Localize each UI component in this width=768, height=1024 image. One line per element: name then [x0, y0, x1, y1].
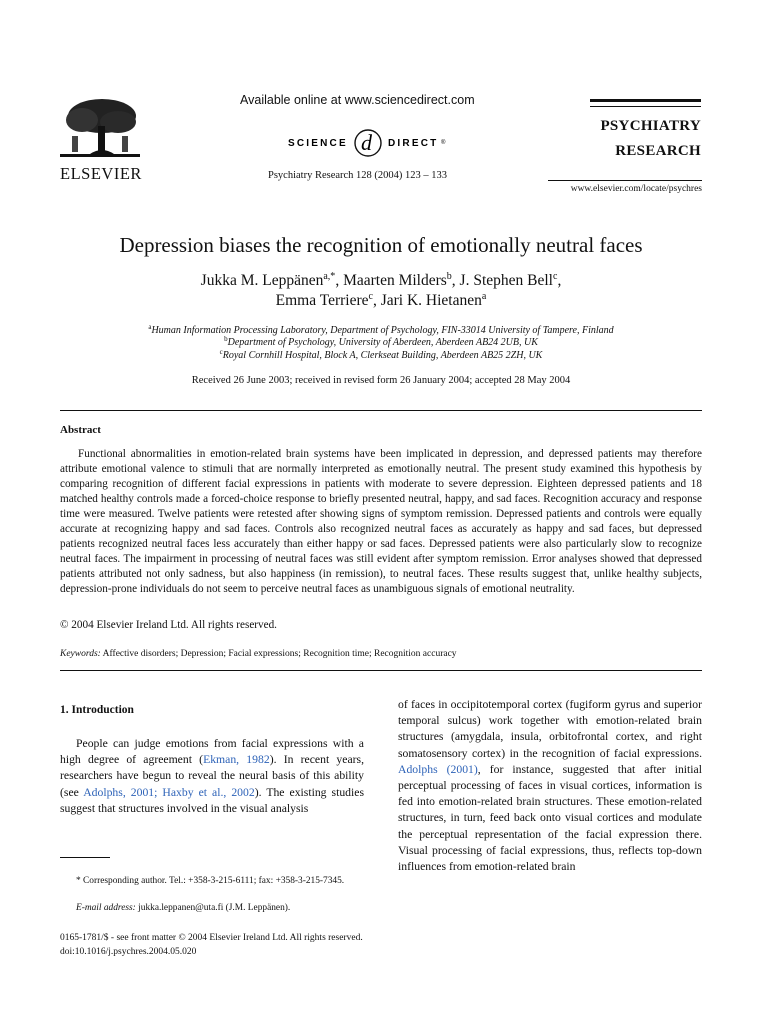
author-name[interactable]: J. Stephen Bell — [459, 272, 553, 289]
journal-name-line1: PSYCHIATRY — [600, 118, 701, 134]
body-text: ). The existing studies suggest that structures involved in the visual analysis — [60, 785, 365, 815]
body-text: ). In recent years, researchers have begun to reveal the neural basis of this ability (see — [60, 753, 364, 799]
author-name[interactable]: Jari K. Hietanen — [380, 292, 482, 309]
authors-line-1 — [60, 272, 702, 290]
citation-link[interactable]: Adolphs, 2001; Haxby et al., 2002 — [83, 785, 255, 799]
journal-citation: Psychiatry Research 128 (2004) 123 – 133 — [268, 170, 448, 181]
elsevier-tree-logo — [60, 96, 140, 158]
journal-rule-thin — [590, 106, 701, 107]
affiliation — [60, 350, 702, 361]
affiliation-superscript: c — [219, 348, 223, 356]
footnote-email — [76, 903, 366, 913]
body-text: People can judge emotions from facial expressions with a high degree of agreement ( — [60, 737, 364, 767]
doi-line[interactable]: doi:10.1016/j.psychres.2004.05.020 — [60, 947, 197, 957]
author-name[interactable]: Jukka M. Leppänen — [200, 272, 324, 289]
author-superscript: b — [446, 271, 452, 282]
footnote-rule — [60, 857, 110, 858]
section-heading-introduction: 1. Introduction — [60, 704, 134, 716]
journal-url-link[interactable]: www.elsevier.com/locate/psychres — [570, 184, 702, 194]
author-name[interactable]: Maarten Milders — [343, 272, 447, 289]
body-column-right — [398, 697, 702, 875]
journal-name-line2: RESEARCH — [615, 143, 701, 159]
sciencedirect-right-text: DIRECT — [388, 138, 439, 149]
available-online-text: Available online at www.sciencedirect.com — [240, 93, 475, 107]
body-column-left — [60, 736, 364, 817]
author-superscript: a,* — [323, 271, 336, 282]
affiliation-superscript: b — [224, 335, 228, 343]
sciencedirect-logo — [288, 126, 456, 160]
abstract-body: Functional abnormalities in emotion-related brain systems have been implicated in depression, and depressed patients may therefore attribute emotional valence to stimuli that are normally interpreted as emotionally neutral. The present study examined this hypothesis by comparing recognition of different facial expressions in patients with moderate to severe depression. Eighteen depressed patients and 18 matched healthy controls made a forced-choice response to briefly presented neutral, happy, and sad faces. Recognition accuracy and response time were measured. Twelve patients were retested after showing signs of symptom remission. Depressed patients and controls were equally accurate at recognizing happy and sad faces. Controls also recognized neutral faces as accurately as happy and sad faces, but depressed patients recognized neutral faces less accurately than either happy or sad faces. Depressed patients were also particularly slow to recognize neutral faces. The impairment in processing of neutral faces was still evident after symptom remission. Error analyses showed that depressed patients attributed not only sadness, but also happiness (in remission), to neutral faces. These results suggest that, unlike healthy subjects, depression-prone individuals do not seem to perceive neutral faces as unambiguous signals of emotional neutrality. — [60, 448, 702, 595]
author-separator: , — [451, 272, 460, 289]
citation-link[interactable]: Adolphs (2001) — [398, 762, 478, 776]
received-dates: Received 26 June 2003; received in revised form 26 January 2004; accepted 28 May 2004 — [191, 375, 571, 386]
abstract-rule-top — [60, 410, 702, 411]
keywords-label: Keywords: — [60, 649, 101, 659]
affiliation — [60, 337, 702, 348]
authors-line-2 — [60, 292, 702, 310]
author-separator: , — [335, 272, 344, 289]
svg-text:®: ® — [441, 140, 446, 146]
affiliation-text: Royal Cornhill Hospital, Block A, Clerkseat Building, Aberdeen AB25 2ZH, UK — [222, 350, 543, 361]
abstract-rule-bottom — [60, 670, 702, 671]
email-label: E-mail address: — [76, 903, 136, 913]
author-superscript: c — [368, 291, 373, 302]
abstract-copyright: © 2004 Elsevier Ireland Ltd. All rights reserved. — [60, 619, 277, 631]
article-title: Depression biases the recognition of emotionally neutral faces — [119, 233, 643, 257]
journal-rule-thick — [590, 99, 701, 102]
svg-text:d: d — [361, 130, 372, 155]
keywords — [60, 649, 702, 659]
body-text: of faces in occipitotemporal cortex (fugiform gyrus and superior temporal sulcus) work together with emotion-related brain structures (amygdala, insula, orbitofrontal cortex, and right somatosensory cortex) in the recognition of facial expressions. — [398, 698, 702, 760]
body-text: , for instance, suggested that after initial perceptual processing of faces in visual cortices, information is fed into emotion-related brain structures. These emotion-related structures, in turn, feed back onto visual cortices and modulate the perceptual representation of the facial expression there. Visual processing of facial expressions, thus, reflects top-down influences from emotion-related brain — [398, 762, 702, 874]
author-superscript: a — [481, 291, 487, 302]
author-separator: , — [557, 272, 562, 289]
citation-link[interactable]: Ekman, 1982 — [203, 753, 270, 767]
publisher-name: ELSEVIER — [60, 164, 142, 183]
author-name[interactable]: Emma Terriere — [275, 292, 369, 309]
sciencedirect-left-text: SCIENCE — [288, 138, 348, 149]
affiliation — [60, 325, 702, 336]
email-address[interactable]: jukka.leppanen@uta.fi (J.M. Leppänen). — [138, 903, 291, 913]
issn-line: 0165-1781/$ - see front matter © 2004 Elsevier Ireland Ltd. All rights reserved. — [60, 933, 363, 943]
affiliation-text: Department of Psychology, University of Aberdeen, Aberdeen AB24 2UB, UK — [227, 337, 538, 348]
journal-rule-bottom — [548, 180, 702, 181]
footnote-corresponding-author: * Corresponding author. Tel.: +358-3-215-6111; fax: +358-3-215-7345. — [76, 876, 345, 886]
author-separator: , — [372, 292, 381, 309]
affiliation-text: Human Information Processing Laboratory, Department of Psychology, FIN-33014 University of Tampere, Finland — [151, 325, 614, 336]
abstract-heading: Abstract — [60, 424, 101, 436]
keywords-list: Affective disorders; Depression; Facial expressions; Recognition time; Recognition accuracy — [102, 649, 457, 659]
affiliation-superscript: a — [148, 323, 152, 331]
author-superscript: c — [552, 271, 558, 282]
